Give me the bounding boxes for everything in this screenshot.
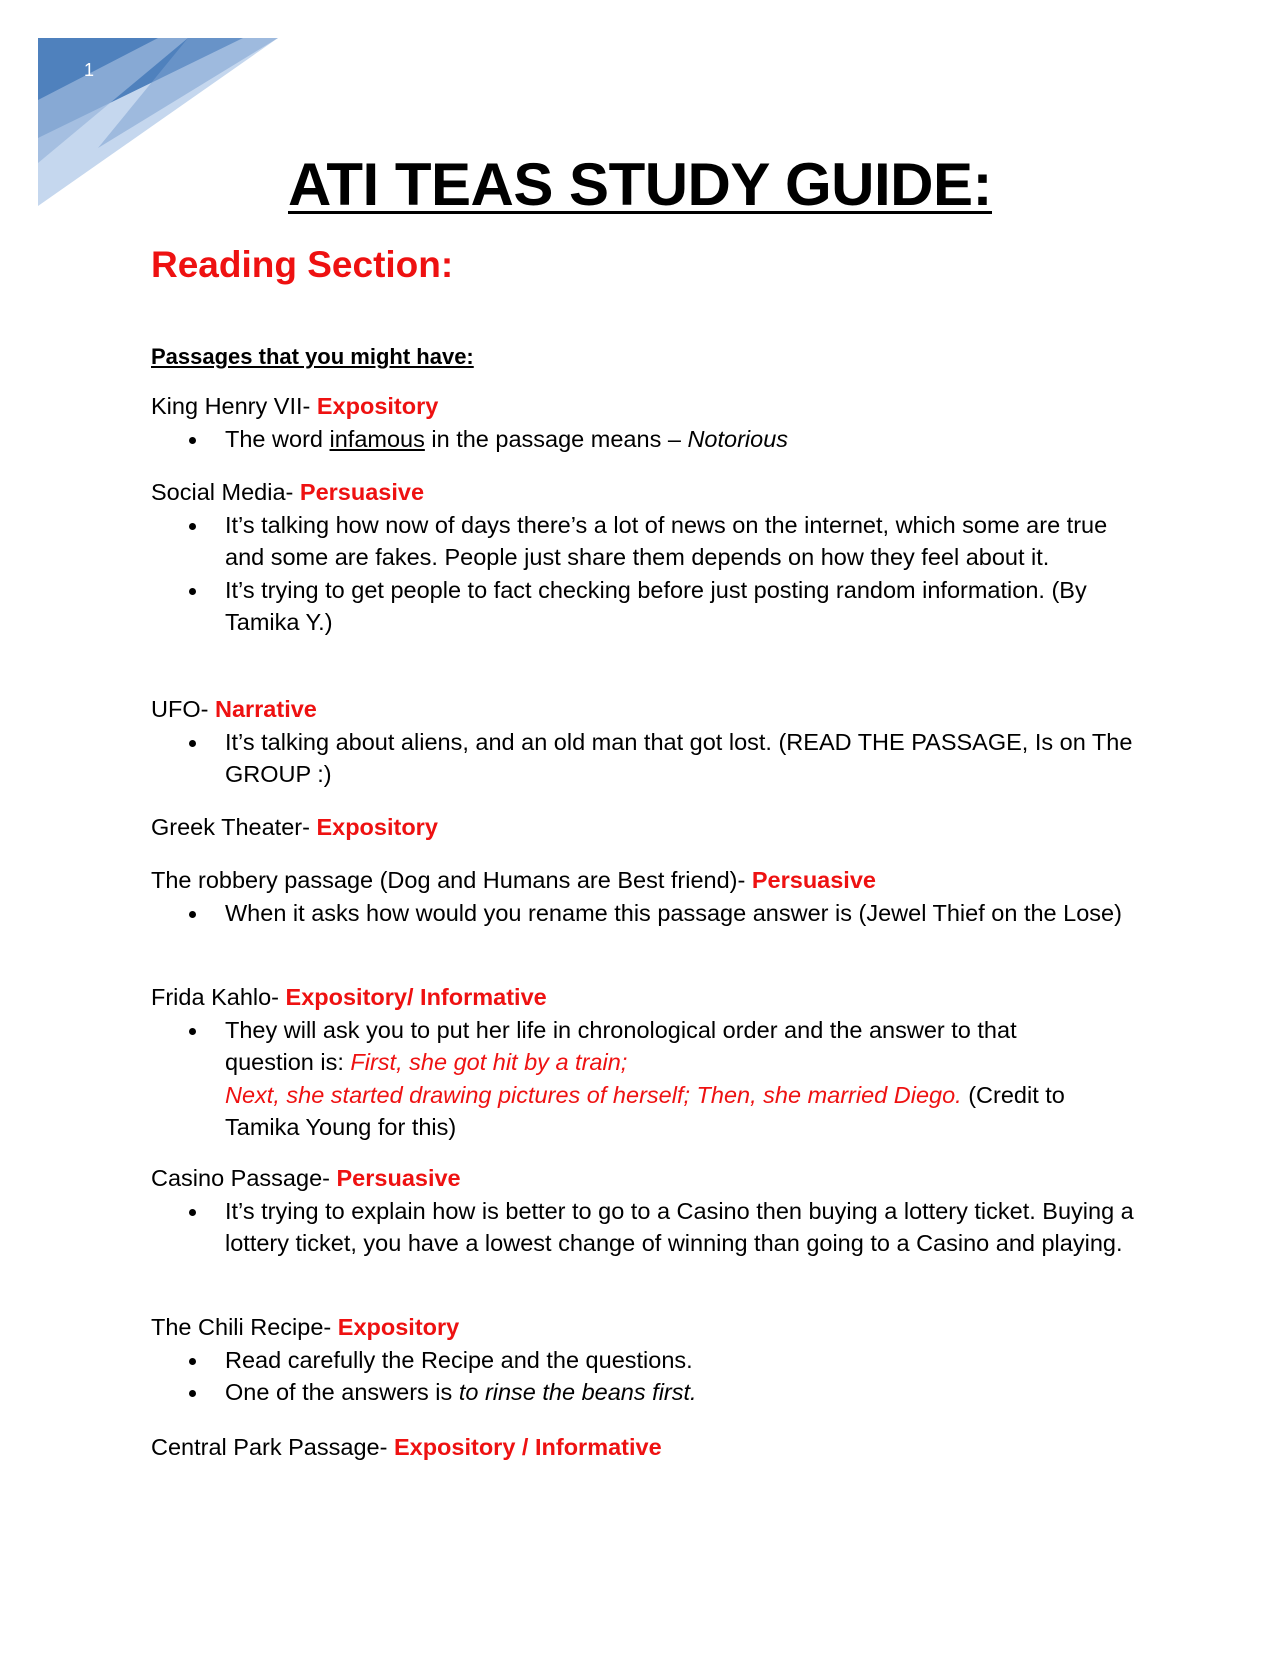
answer-text: Next, she started drawing pictures of herself; Then, she married Diego. [225, 1081, 962, 1108]
passage-name: Greek Theater- [151, 814, 317, 840]
bullet-text: in the passage means – [424, 425, 688, 452]
passage-name: Central Park Passage- [151, 1434, 394, 1460]
passage-name: The robbery passage (Dog and Humans are Best friend)- [151, 867, 752, 893]
passage-casino [151, 1162, 1151, 1260]
passage-name: Casino Passage- [151, 1165, 337, 1191]
passage-genre: Expository [337, 1314, 460, 1340]
bullet-item: It’s talking about aliens, and an old man that got lost. (READ THE PASSAGE, Is on The GROUP :) [151, 726, 1135, 791]
passage-social-media [151, 476, 1151, 639]
bullet-item: Read carefully the Recipe and the questions. [151, 1344, 1135, 1377]
passage-name: Frida Kahlo- [151, 984, 286, 1010]
passage-genre: Expository [316, 393, 439, 419]
passage-genre: Persuasive [751, 867, 876, 893]
passage-heading [151, 1431, 1151, 1464]
passage-genre: Narrative [214, 696, 317, 722]
bullet-item: It’s talking how now of days there’s a lot of news on the internet, which some are true and some are fakes. People just share them depends on how they feel about it. [151, 509, 1135, 574]
passage-genre: Expository/ Informative [285, 984, 547, 1010]
passage-name: UFO- [151, 696, 215, 722]
page-number: 1 [84, 60, 95, 80]
passage-ufo [151, 693, 1151, 791]
bullet-item [151, 423, 1135, 456]
vocab-word: infamous [329, 425, 425, 452]
bullet-text: They will ask you to put her life in chronological order and the answer to that [225, 1016, 1017, 1043]
passage-genre: Expository [316, 814, 438, 840]
passage-central-park [151, 1431, 1151, 1464]
passage-heading [151, 981, 1151, 1014]
passage-genre: Expository / Informative [393, 1434, 662, 1460]
section-title: Reading Section: [151, 244, 454, 285]
passage-heading [151, 811, 1151, 844]
bullet-item: It’s trying to get people to fact checking before just posting random information. (By Tamika Y.) [151, 574, 1135, 639]
passage-heading [151, 390, 1151, 423]
bullet-item [151, 1014, 1135, 1144]
bullet-text: The word [225, 425, 330, 452]
passage-name: Social Media- [151, 479, 300, 505]
passage-name: The Chili Recipe- [151, 1314, 338, 1340]
document-title: ATI TEAS STUDY GUIDE: [288, 151, 992, 218]
answer-text: First, she got hit by a train; [350, 1049, 628, 1075]
passage-heading [151, 1311, 1151, 1344]
answer-text: Notorious [687, 425, 789, 452]
bullet-text: One of the answers is [225, 1379, 459, 1405]
passage-name: King Henry VII- [151, 393, 317, 419]
bullet-item: When it asks how would you rename this passage answer is (Jewel Thief on the Lose) [151, 897, 1135, 930]
answer-text: to rinse the beans first. [458, 1379, 697, 1405]
passage-king-henry [151, 390, 1151, 455]
passage-heading [151, 476, 1151, 509]
passage-robbery [151, 864, 1151, 929]
credit-text: (Credit to Tamika Young for this) [225, 1081, 1065, 1140]
passage-frida-kahlo [151, 981, 1151, 1144]
passage-greek-theater [151, 811, 1151, 844]
passage-heading [151, 864, 1151, 897]
passage-genre: Persuasive [299, 479, 425, 505]
bullet-item [151, 1376, 1135, 1409]
passage-genre: Persuasive [336, 1165, 461, 1191]
passage-heading [151, 693, 1151, 726]
passage-chili-recipe [151, 1311, 1151, 1409]
bullet-text: question is: [225, 1049, 351, 1075]
bullet-item: It’s trying to explain how is better to go to a Casino then buying a lottery ticket. Buying a lottery ticket, you have a lowest change of winning than going to a Casino and playing. [151, 1195, 1135, 1260]
passage-heading [151, 1162, 1151, 1195]
subheading: Passages that you might have: [151, 344, 474, 369]
